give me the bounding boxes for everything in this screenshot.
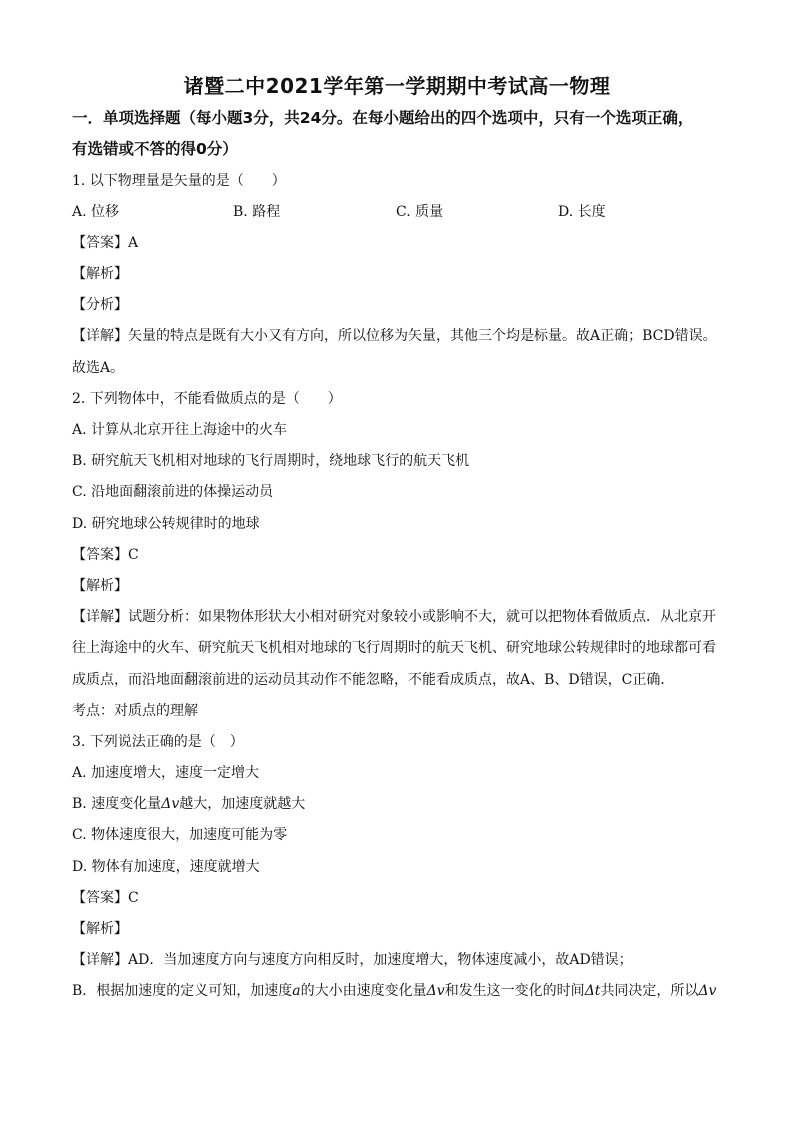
q1-option-b: B. 路程 <box>233 204 281 220</box>
q2-detail-3: 成质点，而沿地面翻滚前进的运动员其动作不能忽略，不能看成质点，故A、B、D错误，C正确． <box>72 672 675 688</box>
q3-option-c: C. 物体速度很大，加速度可能为零 <box>72 827 288 843</box>
q2-option-d: D. 研究地球公转规律时的地球 <box>72 516 260 532</box>
q3-option-b-var: Δv <box>161 796 180 812</box>
q2-detail-1: 【详解】试题分析：如果物体形状大小相对研究对象较小或影响不大，就可以把物体看做质点．从北京开 <box>72 609 716 625</box>
q3-detail-1: 【详解】AD．当加速度方向与速度方向相反时，加速度增大，物体速度减小，故AD错误； <box>72 952 633 968</box>
q1-option-c: C. 质量 <box>396 204 444 220</box>
q3-jiexi: 【解析】 <box>72 921 128 937</box>
question-1-stem: 1. 以下物理量是矢量的是（ ） <box>72 173 286 189</box>
section-heading-line1: 一．单项选择题（每小题3分，共24分。在每小题给出的四个选项中，只有一个选项正确， <box>72 109 694 127</box>
q2-kaodian: 考点：对质点的理解 <box>72 703 198 719</box>
q2-option-a: A. 计算从北京开往上海途中的火车 <box>72 422 288 438</box>
q1-answer: 【答案】A <box>72 235 139 251</box>
q1-option-a: A. 位移 <box>72 204 120 220</box>
q3-detail-2-var-dv: Δv <box>426 983 445 999</box>
q3-detail-2-a: B．根据加速度的定义可知，加速度 <box>72 983 293 999</box>
q3-option-b <box>72 794 305 814</box>
q1-detail-2: 故选A。 <box>72 360 125 376</box>
question-3-stem: 3. 下列说法正确的是（ ） <box>72 734 244 750</box>
q3-detail-2-var-dt: Δt <box>584 983 601 999</box>
q3-detail-2 <box>72 981 716 1001</box>
q2-detail-2: 往上海途中的火车、研究航天飞机相对地球的飞行周期时的航天飞机、研究地球公转规律时的地球都可看 <box>72 640 716 656</box>
q3-option-d: D. 物体有加速度，速度就增大 <box>72 859 260 875</box>
q3-option-a: A. 加速度增大，速度一定增大 <box>72 765 260 781</box>
q3-detail-2-b: 的大小由速度变化量 <box>300 983 427 999</box>
q1-detail-1: 【详解】矢量的特点是既有大小又有方向，所以位移为矢量，其他三个均是标量。故A正确；BCD错误。 <box>72 328 717 344</box>
q1-fenxi: 【分析】 <box>72 297 128 313</box>
q3-detail-2-c: 和发生这一变化的时间 <box>444 983 585 999</box>
q2-option-b: B. 研究航天飞机相对地球的飞行周期时，绕地球飞行的航天飞机 <box>72 453 470 469</box>
q2-option-c: C. 沿地面翻滚前进的体操运动员 <box>72 484 274 500</box>
question-2-stem: 2. 下列物体中，不能看做质点的是（ ） <box>72 391 342 407</box>
q3-detail-2-var-dv2: Δv <box>698 983 717 999</box>
q3-answer: 【答案】C <box>72 890 139 906</box>
q1-option-d: D. 长度 <box>558 204 606 220</box>
q3-option-b-post: 越大，加速度就越大 <box>179 796 306 812</box>
q3-option-b-pre: B. 速度变化量 <box>72 796 162 812</box>
q1-jiexi: 【解析】 <box>72 266 128 282</box>
section-heading-line2: 有选错或不答的得0分） <box>72 140 238 158</box>
page-title: 诸暨二中2021学年第一学期期中考试高一物理 <box>183 74 611 98</box>
q3-detail-2-var-a: a <box>292 983 301 999</box>
q3-detail-2-d: 共同决定，所以 <box>600 983 699 999</box>
q2-jiexi: 【解析】 <box>72 578 128 594</box>
q2-answer: 【答案】C <box>72 547 139 563</box>
